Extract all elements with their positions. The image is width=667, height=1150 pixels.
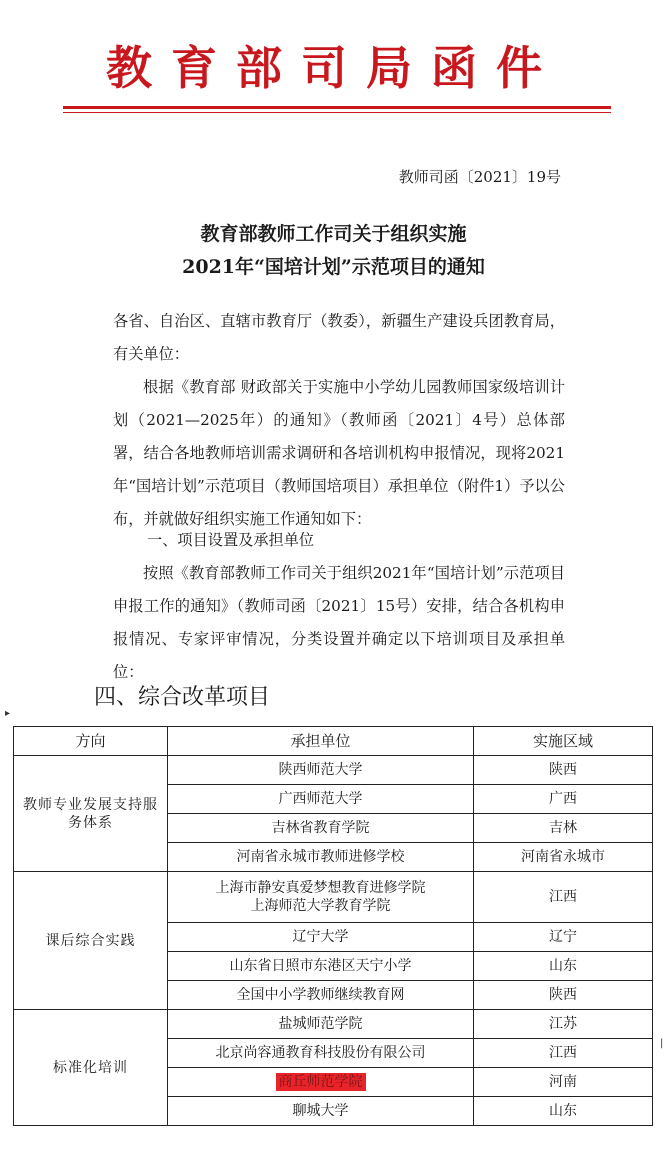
direction-cell: 标准化培训 [14,1010,168,1126]
region-cell: 辽宁 [474,923,653,952]
region-cell: 江西 [474,1039,653,1068]
unit-cell: 陕西师范大学 [168,756,474,785]
scan-margin-mark: ▸ [5,708,11,719]
direction-cell: 教师专业发展支持服务体系 [14,756,168,872]
region-cell: 吉林 [474,814,653,843]
region-cell: 陕西 [474,756,653,785]
table-row [14,1010,653,1039]
region-cell: 陕西 [474,981,653,1010]
unit-cell: 全国中小学教师继续教育网 [168,981,474,1010]
region-cell: 河南省永城市 [474,843,653,872]
region-cell: 江苏 [474,1010,653,1039]
section-one-heading: 一、项目设置及承担单位 [147,531,315,549]
highlighted-unit-name: 商丘师范学院 [276,1073,366,1091]
unit-cell: 山东省日照市东港区天宁小学 [168,952,474,981]
letterhead-title: 教育部司局函件 [106,41,561,95]
unit-cell: 辽宁大学 [168,923,474,952]
unit-cell: 盐城师范学院 [168,1010,474,1039]
unit-cell: 河南省永城市教师进修学校 [168,843,474,872]
region-cell: 广西 [474,785,653,814]
section-four-heading: 四、综合改革项目 [94,685,271,710]
direction-cell: 课后综合实践 [14,872,168,1010]
header-unit: 承担单位 [168,727,474,756]
main-paragraph: 根据《教育部 财政部关于实施中小学幼儿园教师国家级培训计划（2021—2025年）的通知》（教师函〔2021〕4号）总体部署，结合各地教师培训需求调研和各培训机构申报情况，现将2021年“国培计划”示范项目（教师国培项目）承担单位（附件1）予以公布，并就做好组织实施工作通知如下： [113,378,565,528]
unit-cell: 吉林省教育学院 [168,814,474,843]
table-row [14,756,653,785]
header-region: 实施区域 [474,727,653,756]
region-cell: 山东 [474,952,653,981]
unit-cell [168,872,474,923]
header-direction: 方向 [14,727,168,756]
unit-cell: 北京尚容通教育科技股份有限公司 [168,1039,474,1068]
projects-table [13,726,653,1126]
letterhead-rule-thick [63,106,611,109]
arrangement-paragraph: 按照《教育部教师工作司关于组织2021年“国培计划”示范项目申报工作的通知》（教师司函〔2021〕15号）安排，结合各机构申报情况、专家评审情况，分类设置并确定以下培训项目及承担单位： [113,564,565,681]
unit-cell-line2: 上海师范大学教育学院 [250,898,391,914]
unit-cell: 广西师范大学 [168,785,474,814]
document-title-line2: 2021年“国培计划”示范项目的通知 [182,256,485,278]
document-number: 教师司函〔2021〕19号 [398,168,561,186]
letterhead-rule-thin [63,112,611,113]
scan-margin-mark-right: | [660,1038,664,1049]
table-row [14,872,653,923]
unit-cell-line1: 上海市静安真爱梦想教育进修学院 [215,880,426,896]
unit-cell [168,1068,474,1097]
table-header-row [14,727,653,756]
region-cell: 江西 [474,872,653,923]
unit-cell: 聊城大学 [168,1097,474,1126]
salutation-paragraph: 各省、自治区、直辖市教育厅（教委），新疆生产建设兵团教育局，有关单位： [113,312,565,363]
region-cell: 河南 [474,1068,653,1097]
document-title-line1: 教育部教师工作司关于组织实施 [200,223,467,245]
region-cell: 山东 [474,1097,653,1126]
